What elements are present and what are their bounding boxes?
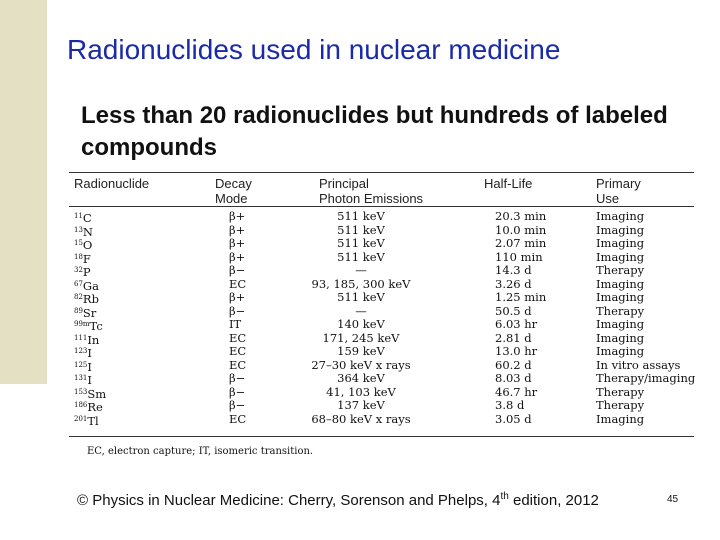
element-symbol: Re [87, 400, 103, 414]
mass-number: 123 [74, 347, 88, 355]
slide-title: Radionuclides used in nuclear medicine [67, 34, 561, 65]
cell-half-life: 50.5 d [495, 303, 532, 318]
table-row [61, 413, 700, 427]
cell-photon-emissions: — [355, 303, 367, 318]
cell-decay-mode: EC [229, 344, 247, 358]
slide-subtitle: Less than 20 radionuclides but hundreds of labeled compounds [81, 102, 668, 161]
cell-primary-use: Imaging [596, 249, 645, 264]
element-symbol: I [87, 346, 92, 360]
element-symbol: P [82, 265, 91, 279]
cell-photon-emissions: 27–30 keV x rays [311, 357, 411, 372]
table-bottom-rule [69, 436, 694, 437]
table-row [61, 278, 700, 292]
mass-number: 125 [74, 360, 88, 369]
cell-primary-use: Imaging [596, 209, 645, 223]
element-symbol: Ga [82, 278, 99, 293]
cell-decay-mode: EC [229, 357, 247, 372]
element-symbol: N [82, 224, 93, 239]
cell-photon-emissions: 364 keV [337, 371, 385, 385]
mass-number: 153 [74, 387, 88, 396]
table-row [61, 372, 700, 386]
element-symbol: I [87, 359, 92, 374]
mass-number: 82 [74, 293, 83, 301]
table-row [61, 345, 700, 359]
table-row [61, 359, 700, 373]
cell-decay-mode: β+ [229, 290, 246, 304]
table-footnote: EC, electron capture; IT, isomeric transition. [87, 446, 314, 457]
radionuclide-table [61, 172, 700, 462]
cell-decay-mode: β− [229, 303, 246, 318]
header-use-line2: Use [596, 191, 620, 206]
cell-half-life: 14.3 d [495, 263, 532, 277]
mass-number: 13 [74, 225, 83, 234]
mass-number: 18 [74, 252, 83, 261]
element-symbol: Sm [87, 386, 107, 401]
mass-number: 11 [74, 212, 83, 220]
header-photon-emissions [319, 176, 423, 206]
table-top-rule [69, 172, 694, 173]
element-symbol: Sr [82, 305, 97, 320]
cell-photon-emissions: 41, 103 keV [326, 384, 396, 399]
mass-number: 111 [74, 333, 88, 342]
table-row [61, 237, 700, 251]
cell-decay-mode: β+ [229, 209, 246, 223]
header-primary-use [596, 176, 641, 206]
mass-number: 99m [74, 320, 90, 328]
element-symbol: O [82, 238, 93, 252]
cell-photon-emissions: 511 keV [337, 222, 385, 237]
cell-decay-mode: β− [229, 384, 246, 399]
element-symbol: I [87, 373, 92, 387]
element-symbol: C [82, 211, 92, 225]
element-symbol: Tc [89, 319, 103, 333]
cell-primary-use: Imaging [596, 222, 645, 237]
cell-photon-emissions: 68–80 keV x rays [311, 411, 411, 426]
cell-decay-mode: EC [229, 411, 247, 426]
mass-number: 201 [74, 414, 88, 423]
header-radionuclide: Radionuclide [74, 176, 150, 191]
cell-photon-emissions: 159 keV [337, 344, 385, 358]
cell-photon-emissions: — [355, 263, 367, 277]
cell-decay-mode: β− [229, 263, 246, 277]
table-header-rule [69, 206, 694, 207]
cell-photon-emissions: 171, 245 keV [322, 330, 400, 345]
table-row [61, 224, 700, 238]
header-decay-line1: Decay [215, 176, 252, 191]
source-credit [77, 491, 599, 509]
cell-radionuclide [74, 413, 99, 429]
cell-primary-use: Therapy [596, 303, 645, 318]
table-row [61, 305, 700, 319]
page-number: 45 [667, 494, 679, 505]
cell-primary-use: Therapy/imaging [596, 371, 696, 385]
credit-sup: th [500, 491, 509, 502]
cell-photon-emissions: 140 keV [337, 317, 385, 331]
cell-decay-mode: EC [229, 276, 247, 291]
mass-number: 186 [74, 401, 88, 409]
cell-decay-mode: β+ [229, 236, 246, 250]
decorative-side-bar [0, 0, 47, 384]
credit-prefix: © Physics in Nuclear Medicine: Cherry, Sorenson and Phelps, 4 [77, 492, 501, 509]
cell-photon-emissions: 511 keV [337, 209, 385, 223]
element-symbol: Tl [87, 413, 99, 428]
header-decay-line2: Mode [215, 191, 248, 206]
cell-decay-mode: β− [229, 398, 246, 412]
cell-primary-use: Imaging [596, 344, 645, 358]
table-row [61, 264, 700, 278]
element-symbol: F [82, 251, 91, 266]
cell-half-life: 8.03 d [495, 371, 532, 385]
cell-half-life: 110 min [495, 249, 543, 264]
cell-half-life: 3.8 d [495, 398, 525, 412]
mass-number: 32 [74, 266, 83, 274]
table-row [61, 399, 700, 413]
mass-number: 15 [74, 239, 83, 247]
mass-number: 89 [74, 306, 83, 315]
cell-primary-use: In vitro assays [596, 357, 681, 372]
cell-primary-use: Imaging [596, 276, 645, 291]
cell-half-life: 2.07 min [495, 236, 547, 250]
cell-decay-mode: β+ [229, 249, 246, 264]
table-row [61, 332, 700, 346]
table-row [61, 251, 700, 265]
cell-half-life: 2.81 d [495, 330, 532, 345]
cell-half-life: 20.3 min [495, 209, 547, 223]
cell-half-life: 10.0 min [495, 222, 547, 237]
cell-half-life: 60.2 d [495, 357, 532, 372]
cell-half-life: 3.26 d [495, 276, 532, 291]
cell-half-life: 6.03 hr [495, 317, 538, 331]
cell-decay-mode: IT [229, 317, 242, 331]
element-symbol: Rb [82, 292, 99, 306]
cell-half-life: 3.05 d [495, 411, 532, 426]
cell-decay-mode: β+ [229, 222, 246, 237]
mass-number: 67 [74, 279, 83, 288]
cell-primary-use: Therapy [596, 384, 645, 399]
header-photon-line1: Principal [319, 176, 369, 191]
cell-primary-use: Imaging [596, 317, 645, 331]
table-row [61, 318, 700, 332]
cell-photon-emissions: 93, 185, 300 keV [311, 276, 411, 291]
table-row [61, 210, 700, 224]
header-half-life: Half-Life [484, 176, 533, 191]
table-row [61, 291, 700, 305]
cell-photon-emissions: 511 keV [337, 290, 385, 304]
cell-half-life: 13.0 hr [495, 344, 538, 358]
cell-decay-mode: β− [229, 371, 246, 385]
mass-number: 131 [74, 374, 88, 382]
cell-primary-use: Imaging [596, 290, 645, 304]
cell-decay-mode: EC [229, 330, 247, 345]
cell-primary-use: Imaging [596, 330, 645, 345]
header-use-line1: Primary [596, 176, 641, 191]
cell-primary-use: Therapy [596, 398, 645, 412]
cell-primary-use: Therapy [596, 263, 645, 277]
cell-photon-emissions: 511 keV [337, 249, 385, 264]
cell-photon-emissions: 511 keV [337, 236, 385, 250]
cell-photon-emissions: 137 keV [337, 398, 385, 412]
cell-primary-use: Imaging [596, 411, 645, 426]
cell-half-life: 1.25 min [495, 290, 547, 304]
header-photon-line2: Photon Emissions [319, 191, 424, 206]
cell-half-life: 46.7 hr [495, 384, 538, 399]
credit-suffix: edition, 2012 [508, 492, 599, 509]
header-decay-mode [215, 176, 252, 206]
element-symbol: In [87, 332, 100, 347]
cell-primary-use: Imaging [596, 236, 645, 250]
table-row [61, 386, 700, 400]
